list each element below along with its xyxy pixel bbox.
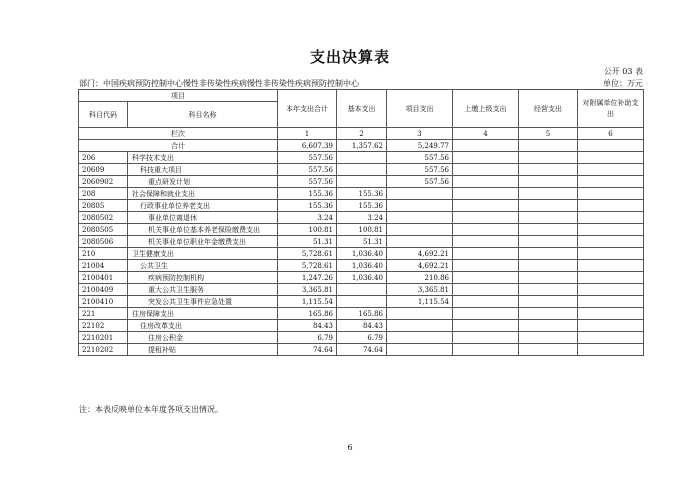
- row-upper: [453, 224, 519, 236]
- row-business: [519, 188, 578, 200]
- row-upper: [453, 212, 519, 224]
- row-code: 221: [79, 308, 128, 320]
- row-business: [519, 260, 578, 272]
- row-total: 74.64: [278, 344, 337, 356]
- row-total: 3,365.81: [278, 284, 337, 296]
- row-code: 210: [79, 248, 128, 260]
- table-row: [79, 320, 644, 332]
- row-code: 2080502: [79, 212, 128, 224]
- row-subsidiary: [578, 332, 644, 344]
- row-upper: [453, 260, 519, 272]
- row-name: 突发公共卫生事件应急处置: [128, 296, 278, 308]
- table-row: [79, 212, 644, 224]
- row-basic: 155.36: [337, 188, 387, 200]
- row-code: 2100409: [79, 284, 128, 296]
- column-index-2: 2: [337, 128, 387, 140]
- row-code: 208: [79, 188, 128, 200]
- row-upper: [453, 296, 519, 308]
- row-basic: [337, 284, 387, 296]
- row-upper: [453, 248, 519, 260]
- row-total: 557.56: [278, 152, 337, 164]
- row-business: [519, 176, 578, 188]
- row-upper: [453, 332, 519, 344]
- page-title: 支出决算表: [309, 48, 390, 66]
- row-basic: 1,036.40: [337, 248, 387, 260]
- row-total: 51.31: [278, 236, 337, 248]
- row-total: 100.81: [278, 224, 337, 236]
- row-name: 疾病预防控制机构: [128, 272, 278, 284]
- row-total: 84.43: [278, 320, 337, 332]
- row-project: [387, 236, 453, 248]
- table-row: [79, 164, 644, 176]
- row-subsidiary: [578, 272, 644, 284]
- total-row: [79, 140, 644, 152]
- total-basic: 1,357.62: [337, 140, 387, 152]
- row-name: 住房改革支出: [128, 320, 278, 332]
- row-business: [519, 224, 578, 236]
- table-row: [79, 284, 644, 296]
- row-project: [387, 188, 453, 200]
- row-upper: [453, 236, 519, 248]
- row-project: 1,115.54: [387, 296, 453, 308]
- row-business: [519, 152, 578, 164]
- row-project: [387, 200, 453, 212]
- row-total: 557.56: [278, 164, 337, 176]
- header-upper: 上缴上级支出: [453, 90, 519, 128]
- row-subsidiary: [578, 248, 644, 260]
- row-code: 22102: [79, 320, 128, 332]
- row-basic: [337, 296, 387, 308]
- row-project: [387, 224, 453, 236]
- row-subsidiary: [578, 284, 644, 296]
- row-subsidiary: [578, 296, 644, 308]
- row-business: [519, 296, 578, 308]
- row-total: 1,247.26: [278, 272, 337, 284]
- row-basic: 1,036.40: [337, 260, 387, 272]
- header-name: 科目名称: [128, 102, 278, 128]
- header-project: 项目支出: [387, 90, 453, 128]
- row-subsidiary: [578, 260, 644, 272]
- row-upper: [453, 152, 519, 164]
- row-project: 557.56: [387, 164, 453, 176]
- row-total: 165.86: [278, 308, 337, 320]
- table-row: [79, 308, 644, 320]
- column-index-1: 1: [278, 128, 337, 140]
- header-basic: 基本支出: [337, 90, 387, 128]
- row-basic: 84.43: [337, 320, 387, 332]
- row-code: 2100410: [79, 296, 128, 308]
- unit-label: 单位：万元: [603, 79, 643, 88]
- table-row: [79, 260, 644, 272]
- row-business: [519, 308, 578, 320]
- table-note: 注：本表反映单位本年度各项支出情况。: [79, 405, 223, 414]
- table-row: [79, 188, 644, 200]
- table-row: [79, 176, 644, 188]
- row-project: [387, 212, 453, 224]
- column-index-4: 4: [453, 128, 519, 140]
- row-project: [387, 320, 453, 332]
- row-subsidiary: [578, 200, 644, 212]
- row-total: 1,115.54: [278, 296, 337, 308]
- row-code: 206: [79, 152, 128, 164]
- row-name: 提租补贴: [128, 344, 278, 356]
- row-total: 6.79: [278, 332, 337, 344]
- row-project: 210.86: [387, 272, 453, 284]
- total-business: [519, 140, 578, 152]
- row-total: 3.24: [278, 212, 337, 224]
- column-index-label: 栏次: [79, 128, 278, 140]
- row-project: 4,692.21: [387, 248, 453, 260]
- table-row: [79, 272, 644, 284]
- row-upper: [453, 272, 519, 284]
- header-item: 项目: [79, 90, 278, 102]
- table-row: [79, 332, 644, 344]
- column-index-3: 3: [387, 128, 453, 140]
- row-name: 科学技术支出: [128, 152, 278, 164]
- header-business: 经营支出: [519, 90, 578, 128]
- row-project: 3,365.81: [387, 284, 453, 296]
- expenditure-table: [78, 89, 644, 356]
- row-name: 公共卫生: [128, 260, 278, 272]
- row-name: 科技重大项目: [128, 164, 278, 176]
- row-name: 重大公共卫生服务: [128, 284, 278, 296]
- row-total: 5,728.61: [278, 260, 337, 272]
- row-total: 155.36: [278, 200, 337, 212]
- page-number: 6: [347, 443, 353, 452]
- row-name: 行政事业单位养老支出: [128, 200, 278, 212]
- row-name: 住房公积金: [128, 332, 278, 344]
- header-subsidiary: 对附属单位补助支出: [578, 90, 644, 128]
- row-code: 2080506: [79, 236, 128, 248]
- row-name: 重点研发计划: [128, 176, 278, 188]
- table-row: [79, 344, 644, 356]
- row-basic: [337, 152, 387, 164]
- row-basic: 1,036.40: [337, 272, 387, 284]
- row-upper: [453, 284, 519, 296]
- row-upper: [453, 320, 519, 332]
- row-subsidiary: [578, 152, 644, 164]
- row-basic: 165.86: [337, 308, 387, 320]
- row-upper: [453, 164, 519, 176]
- row-subsidiary: [578, 224, 644, 236]
- row-code: 20609: [79, 164, 128, 176]
- row-basic: [337, 176, 387, 188]
- column-index-6: 6: [578, 128, 644, 140]
- row-basic: 74.64: [337, 344, 387, 356]
- row-code: 21004: [79, 260, 128, 272]
- table-row: [79, 236, 644, 248]
- total-project: 5,249.77: [387, 140, 453, 152]
- row-project: [387, 308, 453, 320]
- row-total: 5,728.61: [278, 248, 337, 260]
- row-basic: [337, 164, 387, 176]
- row-project: 4,692.21: [387, 260, 453, 272]
- row-subsidiary: [578, 212, 644, 224]
- row-business: [519, 236, 578, 248]
- table-row: [79, 296, 644, 308]
- row-project: [387, 344, 453, 356]
- row-code: 2210201: [79, 332, 128, 344]
- row-subsidiary: [578, 236, 644, 248]
- row-business: [519, 200, 578, 212]
- row-business: [519, 248, 578, 260]
- header-code: 科目代码: [79, 102, 128, 128]
- row-code: 2210202: [79, 344, 128, 356]
- table-row: [79, 152, 644, 164]
- row-upper: [453, 344, 519, 356]
- row-subsidiary: [578, 320, 644, 332]
- row-name: 机关事业单位职业年金缴费支出: [128, 236, 278, 248]
- column-index-5: 5: [519, 128, 578, 140]
- header-total: 本年支出合计: [278, 90, 337, 128]
- row-upper: [453, 176, 519, 188]
- table-row: [79, 200, 644, 212]
- row-name: 事业单位离退休: [128, 212, 278, 224]
- row-business: [519, 332, 578, 344]
- total-upper: [453, 140, 519, 152]
- form-number: 公开 03 表: [603, 67, 643, 76]
- row-total: 155.36: [278, 188, 337, 200]
- row-business: [519, 272, 578, 284]
- row-basic: 6.79: [337, 332, 387, 344]
- row-code: 2100401: [79, 272, 128, 284]
- row-business: [519, 164, 578, 176]
- row-subsidiary: [578, 308, 644, 320]
- table-row: [79, 248, 644, 260]
- row-business: [519, 320, 578, 332]
- row-name: 机关事业单位基本养老保险缴费支出: [128, 224, 278, 236]
- row-business: [519, 212, 578, 224]
- total-value: 6,607.39: [278, 140, 337, 152]
- row-upper: [453, 188, 519, 200]
- total-label: 合计: [79, 140, 278, 152]
- row-business: [519, 344, 578, 356]
- row-upper: [453, 200, 519, 212]
- row-subsidiary: [578, 344, 644, 356]
- row-business: [519, 284, 578, 296]
- table-row: [79, 224, 644, 236]
- row-basic: 155.36: [337, 200, 387, 212]
- row-subsidiary: [578, 176, 644, 188]
- row-code: 2080505: [79, 224, 128, 236]
- row-name: 卫生健康支出: [128, 248, 278, 260]
- department-label: 部门：中国疾病预防控制中心慢性非传染性疾病慢性非传染性疾病预防控制中心: [79, 79, 359, 88]
- row-code: 20805: [79, 200, 128, 212]
- row-project: 557.56: [387, 176, 453, 188]
- row-upper: [453, 308, 519, 320]
- row-total: 557.56: [278, 176, 337, 188]
- total-subsidiary: [578, 140, 644, 152]
- row-project: [387, 332, 453, 344]
- row-subsidiary: [578, 164, 644, 176]
- row-code: 2060902: [79, 176, 128, 188]
- row-project: 557.56: [387, 152, 453, 164]
- row-basic: 3.24: [337, 212, 387, 224]
- row-subsidiary: [578, 188, 644, 200]
- row-name: 住房保障支出: [128, 308, 278, 320]
- row-basic: 51.31: [337, 236, 387, 248]
- row-name: 社会保障和就业支出: [128, 188, 278, 200]
- row-basic: 100.81: [337, 224, 387, 236]
